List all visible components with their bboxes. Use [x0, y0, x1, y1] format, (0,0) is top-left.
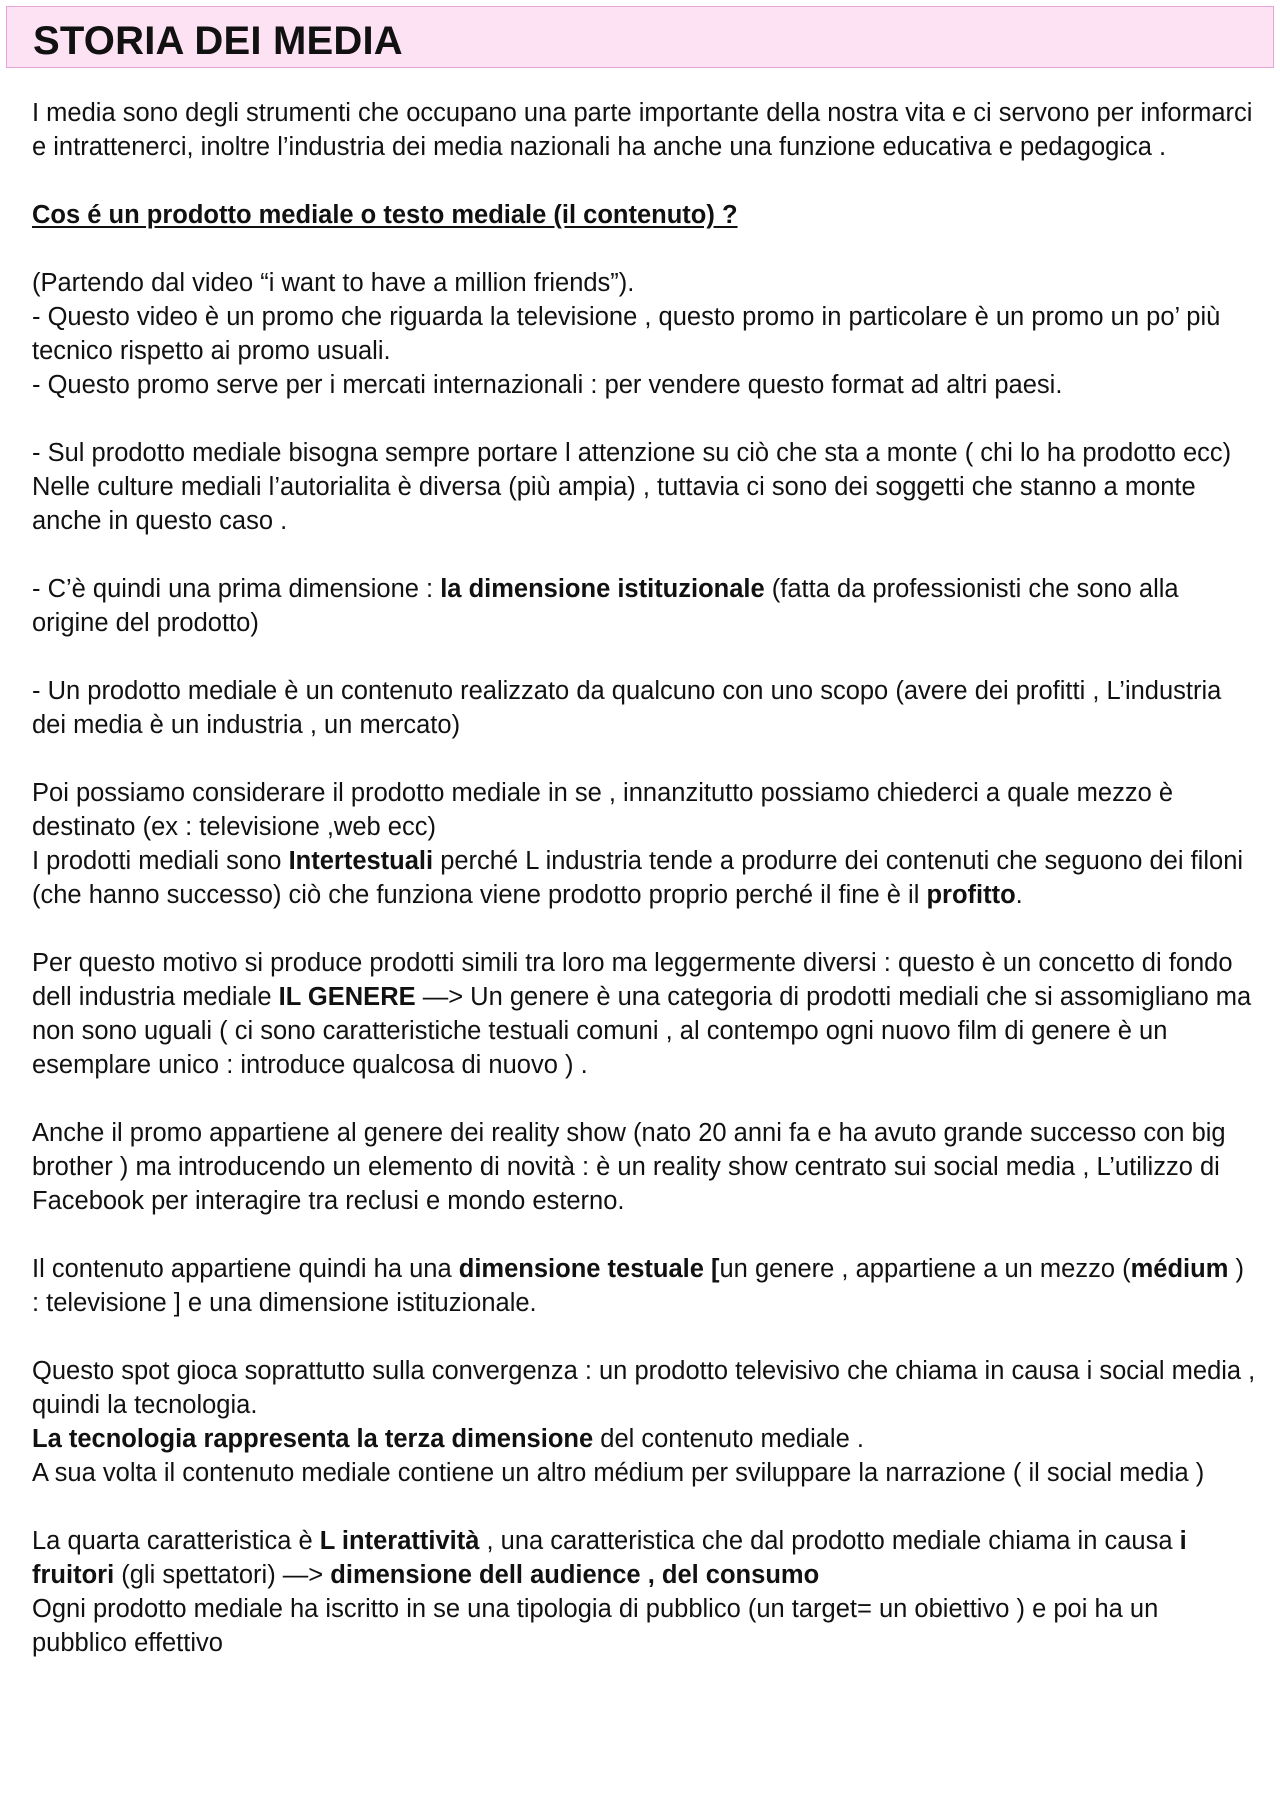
audience-bold: dimensione dell audience , del consumo	[330, 1561, 820, 1589]
first-dimension-bold: la dimensione istituzionale	[440, 575, 765, 603]
intertestuali-paragraph	[32, 844, 1256, 912]
interattivita-mid2: (gli spettatori) —>	[114, 1561, 331, 1589]
testuale-bold: dimensione testuale [	[458, 1255, 720, 1283]
interattivita-mid1: , una caratteristica che dal prodotto mediale chiama in causa	[479, 1527, 1180, 1555]
first-dimension-post: (fatta da professionisti che sono alla origine del prodotto)	[32, 575, 1179, 637]
first-dimension-paragraph	[32, 572, 1256, 640]
interattivita-pre: La quarta caratteristica è	[32, 1527, 320, 1555]
fruitori-bold: i fruitori	[32, 1527, 1187, 1589]
section-heading: Cos é un prodotto mediale o testo mediale (il contenuto) ?	[32, 201, 738, 229]
title-bar	[6, 6, 1274, 68]
testuale-post: ) : televisione ] e una dimensione istituzionale.	[32, 1255, 1244, 1317]
testuale-mid: un genere , appartiene a un mezzo (	[719, 1255, 1131, 1283]
testuale-paragraph	[32, 1252, 1256, 1320]
video-reference: (Partendo dal video “i want to have a million friends”).	[32, 269, 635, 297]
intertestuali-mid: perché L industria tende a produrre dei contenuti che seguono dei filoni (che hanno successo) ciò che funziona viene prodotto proprio perché il fine è il	[32, 847, 1244, 909]
intertestuali-pre: I prodotti mediali sono	[32, 847, 289, 875]
scopo-paragraph: - Un prodotto mediale è un contenuto realizzato da qualcuno con uno scopo (avere dei profitti , L’industria dei media è un industria , un mercato)	[32, 677, 1222, 739]
medium-bold: médium	[1130, 1255, 1229, 1283]
promo-point-2: - Questo promo serve per i mercati internazionali : per vendere questo format ad altri paesi.	[32, 371, 1063, 399]
tecnologia-post: del contenuto mediale .	[593, 1425, 864, 1453]
document-body	[32, 96, 1256, 1660]
genere-bold: IL GENERE	[278, 983, 416, 1011]
promo-point-1: - Questo video è un promo che riguarda la televisione , questo promo in particolare è un promo un po’ più tecnico rispetto ai promo usuali.	[32, 303, 1221, 365]
interattivita-paragraph	[32, 1524, 1256, 1592]
intro-paragraph: I media sono degli strumenti che occupano una parte importante della nostra vita e ci servono per informarci e intrattenerci, inoltre l’industria dei media nazionali ha anche una funzione educativa e pedagogica .	[32, 99, 1253, 161]
interattivita-bold: L interattività	[319, 1527, 480, 1555]
profitto-bold: profitto	[926, 881, 1016, 909]
page-title: STORIA DEI MEDIA	[33, 19, 403, 63]
genere-pre: Per questo motivo si produce prodotti simili tra loro ma leggermente diversi : questo è un concetto di fondo dell industria mediale	[32, 949, 1233, 1011]
genere-post: —> Un genere è una categoria di prodotti mediali che si assomigliano ma non sono uguali ( ci sono caratteristiche testuali comuni , al contempo ogni nuovo film di genere è un esemplare unico : introduce qualcosa di nuovo ) .	[32, 983, 1252, 1079]
pubblico-paragraph: Ogni prodotto mediale ha iscritto in se una tipologia di pubblico (un target= un obiettivo ) e poi ha un pubblico effettivo	[32, 1595, 1159, 1657]
intertestuali-post: .	[1015, 881, 1023, 909]
convergenza-paragraph: Questo spot gioca soprattutto sulla convergenza : un prodotto televisivo che chiama in causa i social media , quindi la tecnologia.	[32, 1357, 1256, 1419]
monte-point: - Sul prodotto mediale bisogna sempre portare l attenzione su ciò che sta a monte ( chi lo ha prodotto ecc)	[32, 439, 1232, 467]
first-dimension-pre: - C’è quindi una prima dimensione :	[32, 575, 441, 603]
autorialita-paragraph: Nelle culture mediali l’autorialita è diversa (più ampia) , tuttavia ci sono dei soggetti che stanno a monte anche in questo caso .	[32, 473, 1196, 535]
medium-paragraph: A sua volta il contenuto mediale contiene un altro médium per sviluppare la narrazione ( il social media )	[32, 1459, 1205, 1487]
testuale-pre: Il contenuto appartiene quindi ha una	[32, 1255, 459, 1283]
reality-paragraph: Anche il promo appartiene al genere dei reality show (nato 20 anni fa e ha avuto grande successo con big brother ) ma introducendo un elemento di novità : è un reality show centrato sui social media , L’utilizzo di Facebook per interagire tra reclusi e mondo esterno.	[32, 1119, 1226, 1215]
mezzo-paragraph: Poi possiamo considerare il prodotto mediale in se , innanzitutto possiamo chiederci a quale mezzo è destinato (ex : televisione ,web ecc)	[32, 779, 1174, 841]
genere-paragraph	[32, 946, 1256, 1082]
tecnologia-paragraph	[32, 1422, 1256, 1456]
tecnologia-bold: La tecnologia rappresenta la terza dimensione	[32, 1425, 594, 1453]
intertestuali-bold: Intertestuali	[288, 847, 434, 875]
